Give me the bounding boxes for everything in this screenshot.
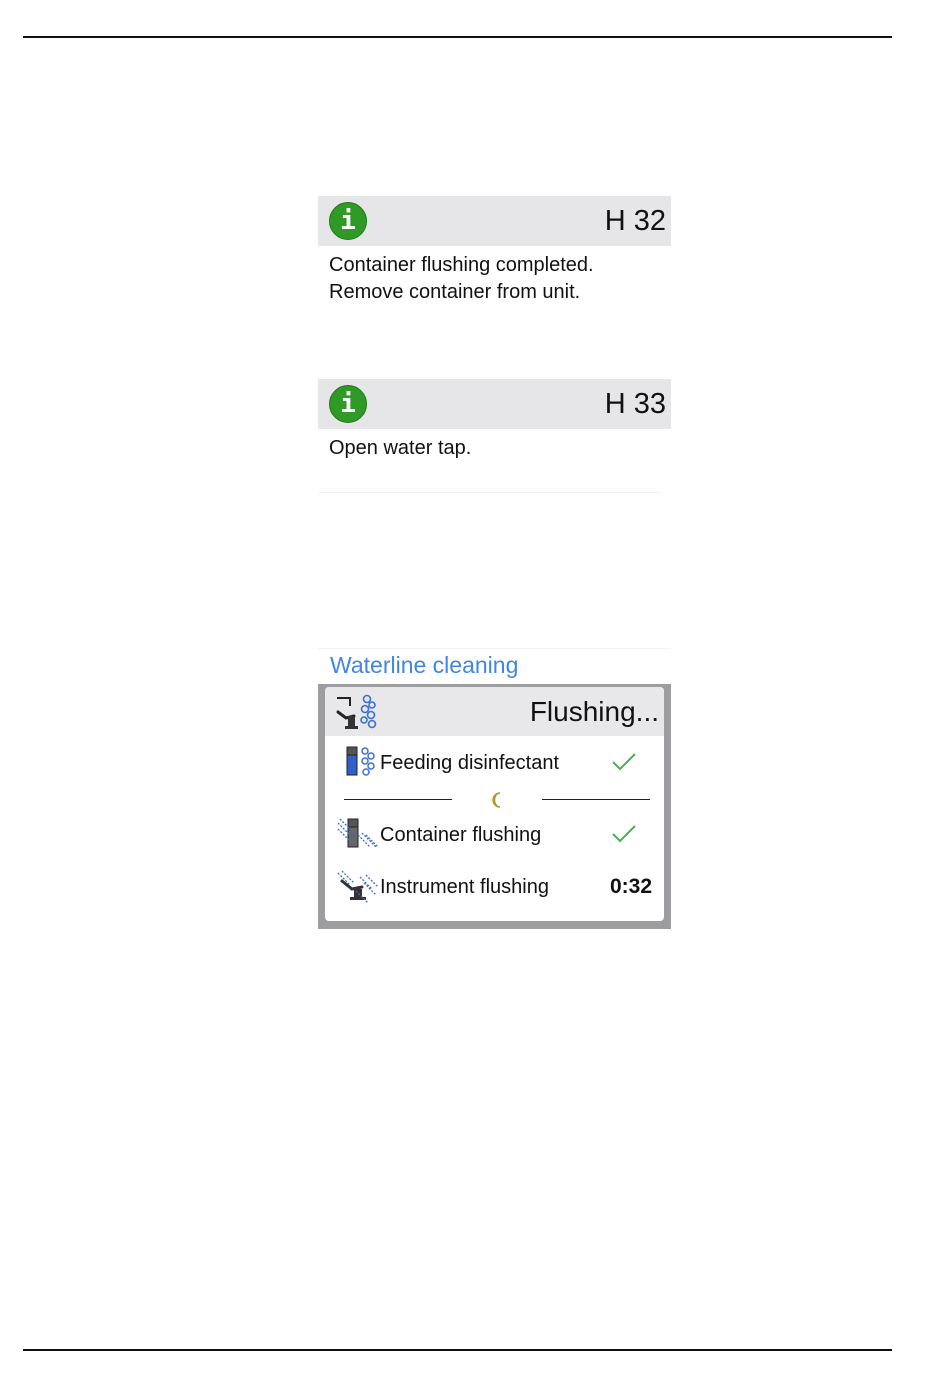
step-timer: 0:32 (609, 875, 652, 898)
step-instrument-flushing (325, 867, 664, 907)
check-icon (611, 752, 637, 772)
step-label: Container flushing (380, 824, 542, 846)
message-line: Open water tap. (329, 437, 472, 459)
moon-icon (489, 791, 505, 809)
step-container-flushing (325, 815, 664, 855)
message-text (318, 246, 671, 306)
message-divider (318, 492, 662, 493)
message-line: Container flushing completed. (329, 254, 594, 276)
step-label: Instrument flushing (380, 876, 549, 898)
step-feeding-disinfectant (325, 743, 664, 783)
message-text (318, 429, 671, 462)
info-message-h33 (318, 379, 671, 462)
message-code: H 32 (604, 205, 666, 237)
instrument-flushing-icon (336, 869, 380, 903)
process-state: Flushing... (529, 696, 659, 727)
page-top-rule (23, 36, 892, 38)
waterline-header (325, 687, 664, 736)
message-header (318, 379, 671, 429)
message-header (318, 196, 671, 246)
waterline-panel (318, 684, 671, 929)
message-code: H 33 (604, 388, 666, 420)
step-divider-right (542, 799, 650, 800)
dental-unit-bubbles-icon (334, 692, 380, 732)
info-message-h32 (318, 196, 671, 306)
panel-title-rule (318, 648, 671, 649)
panel-title: Waterline cleaning (330, 652, 519, 678)
check-icon (611, 824, 637, 844)
container-flushing-icon (336, 817, 380, 851)
info-icon: i (329, 202, 367, 240)
page-bottom-rule (23, 1349, 892, 1351)
waterline-card (325, 687, 664, 921)
step-label: Feeding disinfectant (380, 752, 560, 774)
step-divider-left (344, 799, 452, 800)
disinfectant-icon (336, 745, 380, 779)
info-icon: i (329, 385, 367, 423)
message-line: Remove container from unit. (329, 281, 581, 303)
